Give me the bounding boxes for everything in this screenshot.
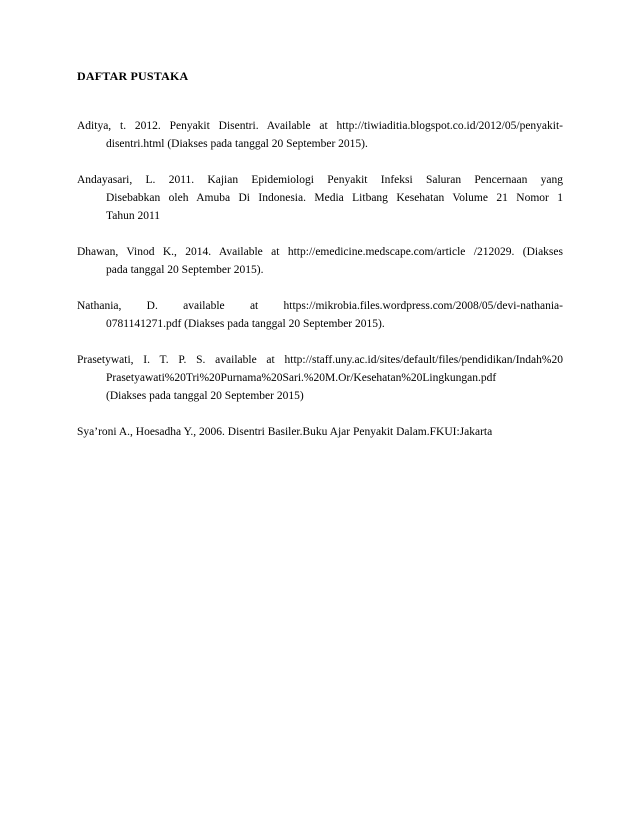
reference-item: [77, 297, 563, 333]
page-title: DAFTAR PUSTAKA: [77, 69, 189, 83]
reference-line: Disebabkan oleh Amuba Di Indonesia. Media Litbang Kesehatan Volume 21 Nomor 1: [106, 192, 563, 204]
reference-line: 0781141271.pdf (Diakses pada tanggal 20 September 2015).: [106, 318, 385, 330]
reference-item: [77, 243, 563, 279]
reference-item: [77, 351, 563, 405]
reference-item: [77, 423, 563, 441]
reference-line: Tahun 2011: [106, 210, 161, 222]
reference-line: (Diakses pada tanggal 20 September 2015): [106, 390, 304, 402]
reference-line: Dhawan, Vinod K., 2014. Available at http://emedicine.medscape.com/article /212029. (Diakses: [77, 246, 563, 258]
reference-line: Prasetyawati%20Tri%20Purnama%20Sari.%20M.Or/Kesehatan%20Lingkungan.pdf: [106, 372, 497, 384]
reference-line: Andayasari, L. 2011. Kajian Epidemiologi Penyakit Infeksi Saluran Pencernaan yang: [77, 174, 563, 186]
reference-line: Sya’roni A., Hoesadha Y., 2006. Disentri Basiler.Buku Ajar Penyakit Dalam.FKUI:Jakarta: [77, 426, 493, 438]
reference-item: [77, 171, 563, 225]
reference-line: Aditya, t. 2012. Penyakit Disentri. Available at http://tiwiaditia.blogspot.co.id/2012/05/penyakit-: [77, 120, 563, 132]
reference-item: [77, 117, 563, 153]
reference-line: pada tanggal 20 September 2015).: [106, 264, 264, 276]
reference-line: disentri.html (Diakses pada tanggal 20 September 2015).: [106, 138, 368, 150]
reference-list: [77, 117, 563, 459]
reference-line: Prasetywati, I. T. P. S. available at http://staff.uny.ac.id/sites/default/files/pendidikan/Indah%20: [77, 354, 563, 366]
reference-line: Nathania, D. available at https://mikrobia.files.wordpress.com/2008/05/devi-nathania-: [77, 300, 563, 312]
